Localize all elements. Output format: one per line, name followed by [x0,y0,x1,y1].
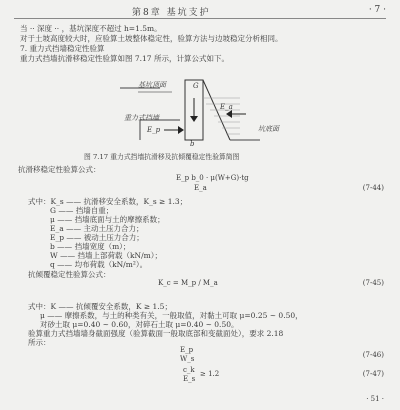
body-line-1: 当 ·· 深度 ·· ，基坑深度不超过 h=1.5m。 [20,24,162,33]
header-page-number: · 7 · [368,5,386,15]
active-force-label: E_a [220,103,233,111]
overturning-line-2: μ —— 摩擦系数，与土的种类有关，一般取值，对黏土可取 μ=0.25 ~ 0.50， [40,311,303,320]
weight-label: G [193,82,199,90]
where-3: μ —— 挡墙底面与土的摩擦系数； [50,215,165,224]
eq-46: (7-46) [362,351,384,359]
width-label: b [190,140,195,148]
sliding-eq-number: (7-44) [362,184,384,192]
where-1: 式中：K_s —— 抗滑移安全系数，K_s ≥ 1.3； [28,197,188,206]
where-5: E_p —— 被动土压力合力； [50,233,144,242]
figure-caption: 图 7.17 重力式挡墙抗滑移及抗倾覆稳定性验算简图 [84,153,240,161]
header-title: 第8章 基坑支护 [132,8,211,18]
passive-arrowhead [178,126,184,134]
where-6: b —— 挡墙宽度（m）； [50,242,131,251]
wall-label: 重力式挡墙 [124,114,159,122]
sliding-intro: 抗滑移稳定性验算公式： [18,165,101,174]
formula-47-top: c_k [183,366,195,374]
overturning-line-5: 所示： [28,338,51,347]
sliding-formula-top: E_p b_0 · μ(W+G)·tg [176,174,249,182]
check-formula: K_c = M_p / M_a [158,279,218,287]
eq-47: (7-47) [362,370,384,378]
where-2: G —— 挡墙自重； [50,206,114,215]
sliding-formula-bottom: E_a [194,184,207,192]
formula-47-bottom: E_s [183,375,196,383]
where-7: W —— 挡墙上部荷载（kN/m）； [50,251,162,260]
weight-arrowhead [190,116,198,122]
page-header [14,4,386,19]
check-title: 抗倾覆稳定性验算公式： [28,270,111,279]
formula-47-rhs: ≥ 1.2 [200,370,220,378]
where-4: E_a —— 主动土压力合力； [50,224,144,233]
body-line-3: 7. 重力式挡墙稳定性验算 [20,44,105,53]
active-arrowhead [226,110,232,118]
body-line-4: 重力式挡墙抗滑移稳定性验算如图 7.17 所示，计算公式如下。 [20,54,229,63]
body-line-2: 对于土坡高度较大时，应验算土坡整体稳定性，验算方法与边坡稳定分析相同。 [20,34,283,43]
overturning-line-4: 验算重力式挡墙墙身截面强度（验算截面一般取底部和变截面处），要求 2.18 [28,329,284,338]
passive-force-label: E_p [147,126,161,134]
overturning-line-3: 对砂土取 μ=0.40 ~ 0.60，对碎石土取 μ=0.40 ~ 0.50。 [40,320,239,329]
bottom-label: 坑底面 [258,125,279,133]
formula-46-top: E_p [180,346,194,354]
footer-page-number: · 51 · [366,395,384,403]
check-eq-number: (7-45) [362,279,384,287]
top-label: 基坑顶面 [138,81,166,89]
where-8: q —— 均布荷载（kN/m²）。 [50,260,148,269]
overturning-line-1: 式中：K —— 抗倾覆安全系数，K ≥ 1.5； [28,302,172,311]
formula-46-bottom: W_s [180,355,195,363]
